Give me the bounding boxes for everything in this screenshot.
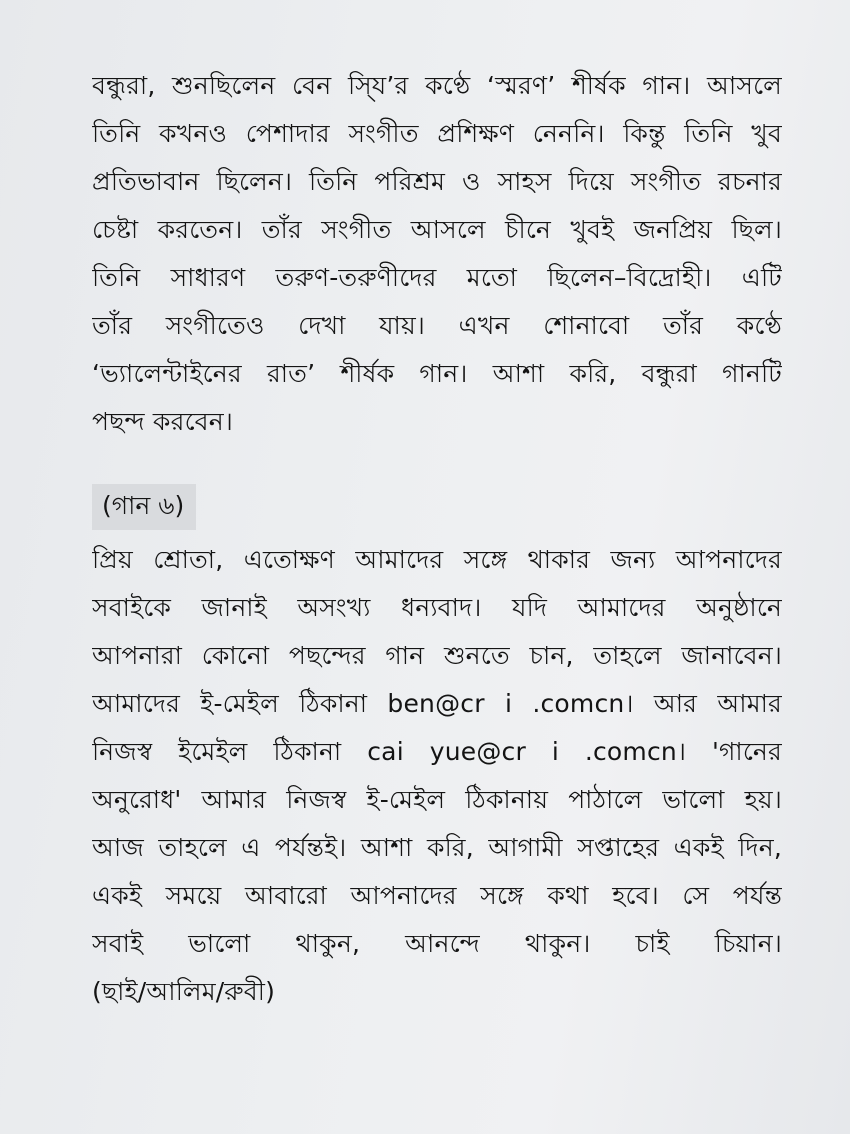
text-line: (ছাই/আলিম/রুবী) — [92, 977, 276, 1006]
text-line: চেষ্টা করতেন। তাঁর সংগীত আসলে চীনে খুবই জনপ্রিয় ছিল। — [92, 215, 782, 244]
document-page — [92, 62, 782, 1016]
text-line: তিনি সাধারণ তরুণ-তরুণীদের মতো ছিলেন–বিদ্রোহী। এটি — [92, 263, 782, 292]
text-line: ‘ভ্যালেন্টাইনের রাত’ শীর্ষক গান। আশা করি, বন্ধুরা গানটি — [92, 359, 782, 388]
text-line: পছন্দ করবেন। — [92, 407, 233, 436]
paragraph-intro — [92, 62, 782, 446]
text-line: সবাইকে জানাই অসংখ্য ধন্যবাদ। যদি আমাদের অনুষ্ঠানে — [92, 593, 782, 622]
song-section-label: (গান ৬) — [92, 484, 196, 530]
text-line: অনুরোধ' আমার নিজস্ব ই-মেইল ঠিকানায় পাঠালে ভালো হয়। — [92, 785, 782, 814]
paragraph-closing — [92, 536, 782, 1016]
text-line: সবাই ভালো থাকুন, আনন্দে থাকুন। চাই চিয়ান। — [92, 929, 782, 958]
text-line: আমাদের ই-মেইল ঠিকানা ben@cr i .comcn। আর আমার — [92, 689, 782, 718]
text-line: তাঁর সংগীতেও দেখা যায়। এখন শোনাবো তাঁর কণ্ঠে — [92, 311, 782, 340]
text-line: একই সময়ে আবারো আপনাদের সঙ্গে কথা হবে। সে পর্যন্ত — [92, 881, 782, 910]
text-line: নিজস্ব ইমেইল ঠিকানা cai yue@cr i .comcn। 'গানের — [92, 737, 782, 766]
text-line: প্রতিভাবান ছিলেন। তিনি পরিশ্রম ও সাহস দিয়ে সংগীত রচনার — [92, 167, 782, 196]
text-line: আজ তাহলে এ পর্যন্তই। আশা করি, আগামী সপ্তাহের একই দিন, — [92, 833, 782, 862]
text-line: প্রিয় শ্রোতা, এতোক্ষণ আমাদের সঙ্গে থাকার জন্য আপনাদের — [92, 545, 782, 574]
text-line: বন্ধুরা, শুনছিলেন বেন সি্য’র কণ্ঠে ‘স্মরণ’ শীর্ষক গান। আসলে — [92, 71, 782, 100]
text-line: আপনারা কোনো পছন্দের গান শুনতে চান, তাহলে জানাবেন। — [92, 641, 782, 670]
text-line: তিনি কখনও পেশাদার সংগীত প্রশিক্ষণ নেননি। কিন্তু তিনি খুব — [92, 119, 782, 148]
